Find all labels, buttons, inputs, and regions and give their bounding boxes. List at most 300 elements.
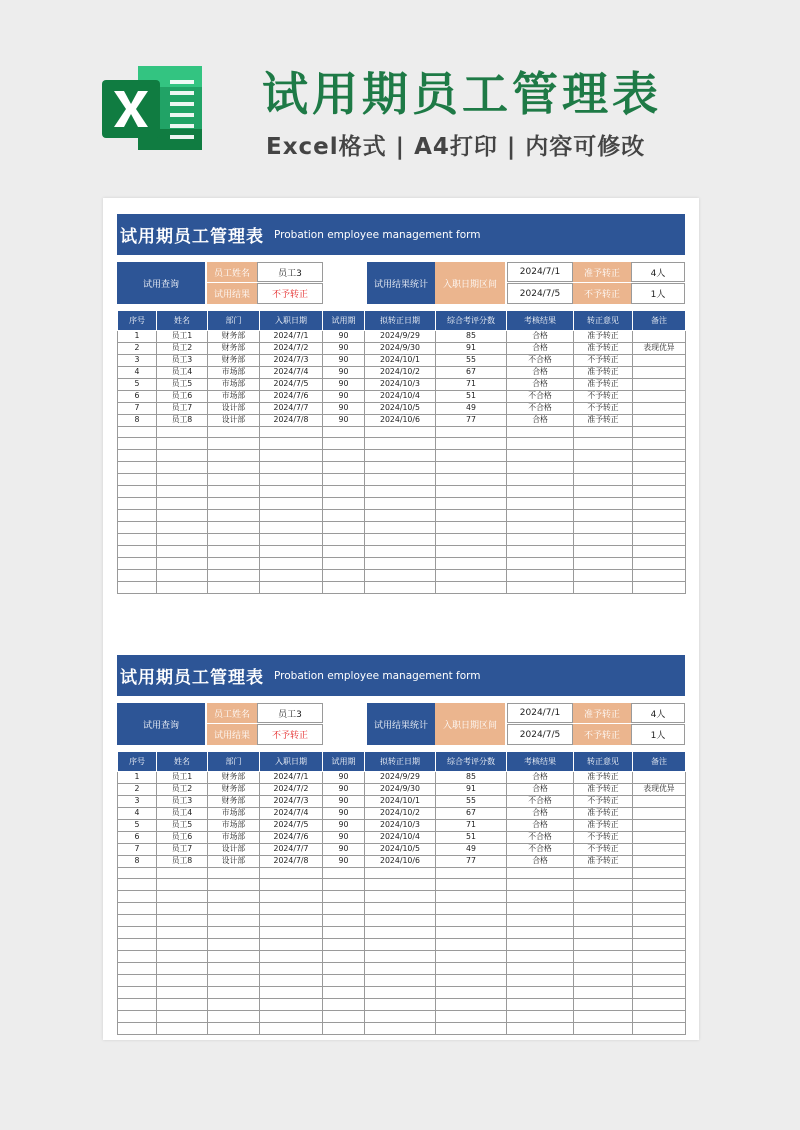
table-cell[interactable]: 财务部 (208, 795, 260, 807)
table-cell[interactable]: 准予转正 (574, 855, 633, 867)
empty-cell[interactable] (118, 1010, 157, 1022)
empty-cell[interactable] (436, 963, 507, 975)
table-cell[interactable]: 2024/10/1 (365, 795, 436, 807)
table-cell[interactable]: 6 (118, 831, 157, 843)
empty-cell[interactable] (157, 486, 208, 498)
empty-cell[interactable] (365, 533, 436, 545)
empty-cell[interactable] (633, 998, 686, 1010)
empty-cell[interactable] (365, 951, 436, 963)
table-cell[interactable]: 1 (118, 331, 157, 343)
empty-cell[interactable] (365, 867, 436, 879)
empty-cell[interactable] (260, 891, 323, 903)
empty-cell[interactable] (208, 951, 260, 963)
table-cell[interactable]: 2 (118, 342, 157, 354)
empty-cell[interactable] (365, 998, 436, 1010)
empty-cell[interactable] (507, 939, 574, 951)
empty-cell[interactable] (118, 927, 157, 939)
table-cell[interactable]: 85 (436, 331, 507, 343)
table-cell[interactable]: 准予转正 (574, 807, 633, 819)
empty-cell[interactable] (365, 986, 436, 998)
table-cell[interactable]: 市场部 (208, 378, 260, 390)
empty-cell[interactable] (118, 569, 157, 581)
table-cell[interactable]: 3 (118, 795, 157, 807)
table-cell[interactable] (633, 378, 686, 390)
table-cell[interactable]: 合格 (507, 366, 574, 378)
table-cell[interactable]: 不合格 (507, 831, 574, 843)
empty-cell[interactable] (157, 915, 208, 927)
empty-cell[interactable] (507, 903, 574, 915)
empty-cell[interactable] (633, 1022, 686, 1034)
empty-cell[interactable] (507, 474, 574, 486)
empty-cell[interactable] (436, 903, 507, 915)
empty-cell[interactable] (633, 939, 686, 951)
table-cell[interactable]: 不合格 (507, 843, 574, 855)
empty-cell[interactable] (574, 581, 633, 593)
table-cell[interactable]: 4 (118, 366, 157, 378)
empty-cell[interactable] (507, 879, 574, 891)
empty-cell[interactable] (633, 533, 686, 545)
empty-cell[interactable] (118, 474, 157, 486)
table-cell[interactable]: 员工2 (157, 342, 208, 354)
empty-cell[interactable] (507, 867, 574, 879)
table-cell[interactable]: 准予转正 (574, 331, 633, 343)
table-cell[interactable]: 51 (436, 390, 507, 402)
table-cell[interactable]: 2024/10/2 (365, 807, 436, 819)
table-cell[interactable]: 员工4 (157, 366, 208, 378)
empty-cell[interactable] (260, 474, 323, 486)
empty-cell[interactable] (118, 963, 157, 975)
table-cell[interactable]: 90 (323, 366, 365, 378)
table-cell[interactable]: 不合格 (507, 402, 574, 414)
empty-cell[interactable] (118, 557, 157, 569)
table-cell[interactable]: 2024/7/4 (260, 366, 323, 378)
empty-cell[interactable] (208, 486, 260, 498)
empty-cell[interactable] (208, 462, 260, 474)
empty-cell[interactable] (507, 510, 574, 522)
empty-cell[interactable] (157, 891, 208, 903)
empty-cell[interactable] (633, 891, 686, 903)
empty-cell[interactable] (323, 986, 365, 998)
empty-cell[interactable] (323, 891, 365, 903)
empty-cell[interactable] (507, 557, 574, 569)
empty-cell[interactable] (574, 569, 633, 581)
empty-cell[interactable] (574, 498, 633, 510)
table-cell[interactable]: 90 (323, 855, 365, 867)
empty-cell[interactable] (323, 569, 365, 581)
empty-cell[interactable] (323, 1010, 365, 1022)
table-cell[interactable]: 2024/7/7 (260, 402, 323, 414)
empty-cell[interactable] (574, 963, 633, 975)
empty-cell[interactable] (323, 438, 365, 450)
empty-cell[interactable] (157, 867, 208, 879)
empty-cell[interactable] (118, 498, 157, 510)
table-cell[interactable] (633, 807, 686, 819)
empty-cell[interactable] (208, 450, 260, 462)
empty-cell[interactable] (574, 927, 633, 939)
table-cell[interactable]: 2024/10/4 (365, 390, 436, 402)
table-cell[interactable]: 设计部 (208, 843, 260, 855)
range-end-field[interactable]: 2024/7/5 (507, 283, 573, 304)
empty-cell[interactable] (436, 986, 507, 998)
empty-cell[interactable] (118, 986, 157, 998)
empty-cell[interactable] (507, 545, 574, 557)
empty-cell[interactable] (633, 450, 686, 462)
table-cell[interactable]: 2024/10/3 (365, 378, 436, 390)
empty-cell[interactable] (633, 545, 686, 557)
empty-cell[interactable] (436, 915, 507, 927)
table-cell[interactable]: 90 (323, 414, 365, 426)
empty-cell[interactable] (574, 486, 633, 498)
empty-cell[interactable] (157, 986, 208, 998)
empty-cell[interactable] (507, 522, 574, 534)
table-cell[interactable]: 5 (118, 378, 157, 390)
table-cell[interactable]: 49 (436, 402, 507, 414)
empty-cell[interactable] (260, 986, 323, 998)
table-cell[interactable]: 71 (436, 378, 507, 390)
empty-cell[interactable] (118, 581, 157, 593)
empty-cell[interactable] (157, 927, 208, 939)
table-cell[interactable]: 财务部 (208, 331, 260, 343)
table-cell[interactable]: 2024/7/1 (260, 772, 323, 784)
table-cell[interactable]: 2024/9/30 (365, 342, 436, 354)
table-cell[interactable]: 2024/7/1 (260, 331, 323, 343)
empty-cell[interactable] (260, 581, 323, 593)
table-cell[interactable]: 不予转正 (574, 831, 633, 843)
empty-cell[interactable] (323, 915, 365, 927)
table-cell[interactable]: 员工4 (157, 807, 208, 819)
empty-cell[interactable] (436, 1022, 507, 1034)
table-cell[interactable]: 设计部 (208, 414, 260, 426)
empty-cell[interactable] (157, 498, 208, 510)
table-cell[interactable]: 不合格 (507, 795, 574, 807)
empty-cell[interactable] (323, 974, 365, 986)
empty-cell[interactable] (260, 915, 323, 927)
empty-cell[interactable] (323, 879, 365, 891)
empty-cell[interactable] (436, 545, 507, 557)
table-cell[interactable]: 合格 (507, 807, 574, 819)
empty-cell[interactable] (260, 557, 323, 569)
empty-cell[interactable] (208, 1022, 260, 1034)
empty-cell[interactable] (365, 474, 436, 486)
table-cell[interactable] (633, 390, 686, 402)
table-cell[interactable]: 员工7 (157, 402, 208, 414)
empty-cell[interactable] (208, 998, 260, 1010)
empty-cell[interactable] (365, 498, 436, 510)
empty-cell[interactable] (208, 533, 260, 545)
empty-cell[interactable] (574, 986, 633, 998)
empty-cell[interactable] (507, 974, 574, 986)
empty-cell[interactable] (633, 974, 686, 986)
empty-cell[interactable] (507, 1022, 574, 1034)
table-cell[interactable]: 2024/10/4 (365, 831, 436, 843)
empty-cell[interactable] (365, 879, 436, 891)
empty-cell[interactable] (323, 939, 365, 951)
empty-cell[interactable] (633, 462, 686, 474)
empty-cell[interactable] (157, 879, 208, 891)
empty-cell[interactable] (208, 474, 260, 486)
empty-cell[interactable] (118, 867, 157, 879)
table-cell[interactable]: 2024/10/5 (365, 402, 436, 414)
table-cell[interactable]: 2024/10/6 (365, 414, 436, 426)
table-cell[interactable]: 90 (323, 390, 365, 402)
table-cell[interactable]: 准予转正 (574, 342, 633, 354)
empty-cell[interactable] (507, 986, 574, 998)
table-cell[interactable]: 不予转正 (574, 843, 633, 855)
name-field[interactable]: 员工3 (257, 262, 323, 282)
table-cell[interactable]: 49 (436, 843, 507, 855)
empty-cell[interactable] (436, 498, 507, 510)
table-cell[interactable] (633, 414, 686, 426)
empty-cell[interactable] (507, 891, 574, 903)
empty-cell[interactable] (157, 974, 208, 986)
table-cell[interactable]: 表现优异 (633, 783, 686, 795)
empty-cell[interactable] (365, 903, 436, 915)
table-cell[interactable]: 2024/9/29 (365, 772, 436, 784)
empty-cell[interactable] (574, 1022, 633, 1034)
table-cell[interactable]: 2024/9/30 (365, 783, 436, 795)
empty-cell[interactable] (633, 569, 686, 581)
empty-cell[interactable] (507, 581, 574, 593)
empty-cell[interactable] (436, 951, 507, 963)
empty-cell[interactable] (365, 426, 436, 438)
empty-cell[interactable] (118, 903, 157, 915)
empty-cell[interactable] (208, 963, 260, 975)
empty-cell[interactable] (365, 522, 436, 534)
table-cell[interactable]: 设计部 (208, 402, 260, 414)
empty-cell[interactable] (157, 557, 208, 569)
table-cell[interactable] (633, 366, 686, 378)
empty-cell[interactable] (574, 998, 633, 1010)
table-cell[interactable]: 90 (323, 831, 365, 843)
table-cell[interactable] (633, 843, 686, 855)
empty-cell[interactable] (260, 569, 323, 581)
empty-cell[interactable] (260, 1010, 323, 1022)
empty-cell[interactable] (633, 498, 686, 510)
table-cell[interactable]: 67 (436, 366, 507, 378)
empty-cell[interactable] (436, 927, 507, 939)
empty-cell[interactable] (436, 510, 507, 522)
name-field[interactable]: 员工3 (257, 703, 323, 723)
empty-cell[interactable] (157, 438, 208, 450)
empty-cell[interactable] (323, 927, 365, 939)
empty-cell[interactable] (118, 426, 157, 438)
empty-cell[interactable] (260, 998, 323, 1010)
empty-cell[interactable] (365, 1010, 436, 1022)
empty-cell[interactable] (157, 1010, 208, 1022)
empty-cell[interactable] (574, 426, 633, 438)
empty-cell[interactable] (574, 533, 633, 545)
empty-cell[interactable] (436, 998, 507, 1010)
empty-cell[interactable] (436, 891, 507, 903)
empty-cell[interactable] (208, 522, 260, 534)
empty-cell[interactable] (208, 867, 260, 879)
table-cell[interactable]: 2024/7/5 (260, 819, 323, 831)
empty-cell[interactable] (118, 915, 157, 927)
empty-cell[interactable] (260, 867, 323, 879)
empty-cell[interactable] (633, 438, 686, 450)
empty-cell[interactable] (118, 462, 157, 474)
table-cell[interactable]: 77 (436, 855, 507, 867)
table-cell[interactable] (633, 831, 686, 843)
empty-cell[interactable] (436, 450, 507, 462)
table-cell[interactable]: 2024/7/6 (260, 390, 323, 402)
empty-cell[interactable] (507, 1010, 574, 1022)
empty-cell[interactable] (157, 569, 208, 581)
empty-cell[interactable] (633, 581, 686, 593)
table-cell[interactable] (633, 795, 686, 807)
empty-cell[interactable] (118, 450, 157, 462)
empty-cell[interactable] (574, 462, 633, 474)
empty-cell[interactable] (208, 426, 260, 438)
table-cell[interactable]: 不予转正 (574, 354, 633, 366)
table-cell[interactable]: 员工3 (157, 795, 208, 807)
empty-cell[interactable] (365, 438, 436, 450)
empty-cell[interactable] (633, 963, 686, 975)
empty-cell[interactable] (436, 486, 507, 498)
empty-cell[interactable] (574, 474, 633, 486)
empty-cell[interactable] (436, 426, 507, 438)
empty-cell[interactable] (118, 545, 157, 557)
table-cell[interactable]: 合格 (507, 342, 574, 354)
table-cell[interactable] (633, 855, 686, 867)
empty-cell[interactable] (507, 533, 574, 545)
empty-cell[interactable] (260, 1022, 323, 1034)
empty-cell[interactable] (436, 974, 507, 986)
table-cell[interactable]: 5 (118, 819, 157, 831)
empty-cell[interactable] (323, 498, 365, 510)
empty-cell[interactable] (436, 462, 507, 474)
empty-cell[interactable] (436, 557, 507, 569)
range-end-field[interactable]: 2024/7/5 (507, 724, 573, 745)
empty-cell[interactable] (323, 1022, 365, 1034)
empty-cell[interactable] (323, 426, 365, 438)
empty-cell[interactable] (633, 903, 686, 915)
table-cell[interactable]: 90 (323, 354, 365, 366)
empty-cell[interactable] (436, 581, 507, 593)
table-cell[interactable]: 85 (436, 772, 507, 784)
table-cell[interactable]: 2024/9/29 (365, 331, 436, 343)
empty-cell[interactable] (507, 462, 574, 474)
table-cell[interactable]: 员工6 (157, 390, 208, 402)
table-cell[interactable]: 2 (118, 783, 157, 795)
empty-cell[interactable] (323, 581, 365, 593)
table-cell[interactable]: 7 (118, 402, 157, 414)
empty-cell[interactable] (633, 426, 686, 438)
range-start-field[interactable]: 2024/7/1 (507, 703, 573, 723)
table-cell[interactable]: 2024/7/6 (260, 831, 323, 843)
empty-cell[interactable] (260, 438, 323, 450)
empty-cell[interactable] (574, 438, 633, 450)
table-cell[interactable]: 77 (436, 414, 507, 426)
empty-cell[interactable] (208, 927, 260, 939)
empty-cell[interactable] (118, 533, 157, 545)
table-cell[interactable]: 1 (118, 772, 157, 784)
table-cell[interactable]: 员工5 (157, 819, 208, 831)
empty-cell[interactable] (365, 915, 436, 927)
empty-cell[interactable] (574, 891, 633, 903)
empty-cell[interactable] (260, 522, 323, 534)
empty-cell[interactable] (574, 879, 633, 891)
table-cell[interactable]: 合格 (507, 819, 574, 831)
empty-cell[interactable] (507, 963, 574, 975)
empty-cell[interactable] (436, 522, 507, 534)
empty-cell[interactable] (118, 879, 157, 891)
empty-cell[interactable] (118, 974, 157, 986)
table-cell[interactable]: 6 (118, 390, 157, 402)
empty-cell[interactable] (118, 522, 157, 534)
table-cell[interactable]: 2024/7/2 (260, 342, 323, 354)
empty-cell[interactable] (323, 963, 365, 975)
empty-cell[interactable] (157, 450, 208, 462)
table-cell[interactable]: 合格 (507, 772, 574, 784)
empty-cell[interactable] (260, 903, 323, 915)
empty-cell[interactable] (157, 998, 208, 1010)
empty-cell[interactable] (118, 510, 157, 522)
empty-cell[interactable] (208, 915, 260, 927)
empty-cell[interactable] (323, 903, 365, 915)
empty-cell[interactable] (574, 939, 633, 951)
table-cell[interactable]: 2024/7/7 (260, 843, 323, 855)
empty-cell[interactable] (260, 963, 323, 975)
empty-cell[interactable] (323, 951, 365, 963)
empty-cell[interactable] (507, 998, 574, 1010)
empty-cell[interactable] (365, 963, 436, 975)
table-cell[interactable]: 55 (436, 795, 507, 807)
table-cell[interactable]: 90 (323, 772, 365, 784)
table-cell[interactable]: 55 (436, 354, 507, 366)
empty-cell[interactable] (260, 939, 323, 951)
table-cell[interactable]: 准予转正 (574, 378, 633, 390)
empty-cell[interactable] (118, 486, 157, 498)
empty-cell[interactable] (436, 867, 507, 879)
table-cell[interactable]: 员工8 (157, 414, 208, 426)
empty-cell[interactable] (157, 963, 208, 975)
table-cell[interactable]: 不合格 (507, 354, 574, 366)
empty-cell[interactable] (365, 581, 436, 593)
empty-cell[interactable] (208, 581, 260, 593)
table-cell[interactable]: 2024/7/8 (260, 855, 323, 867)
table-cell[interactable]: 准予转正 (574, 366, 633, 378)
table-cell[interactable]: 员工1 (157, 772, 208, 784)
empty-cell[interactable] (323, 486, 365, 498)
empty-cell[interactable] (436, 569, 507, 581)
table-cell[interactable]: 合格 (507, 414, 574, 426)
table-cell[interactable]: 3 (118, 354, 157, 366)
empty-cell[interactable] (208, 986, 260, 998)
empty-cell[interactable] (323, 450, 365, 462)
empty-cell[interactable] (365, 891, 436, 903)
empty-cell[interactable] (157, 426, 208, 438)
empty-cell[interactable] (208, 903, 260, 915)
empty-cell[interactable] (260, 426, 323, 438)
table-cell[interactable]: 2024/7/3 (260, 795, 323, 807)
empty-cell[interactable] (365, 569, 436, 581)
table-cell[interactable]: 91 (436, 783, 507, 795)
empty-cell[interactable] (436, 438, 507, 450)
empty-cell[interactable] (323, 998, 365, 1010)
empty-cell[interactable] (574, 903, 633, 915)
empty-cell[interactable] (157, 462, 208, 474)
table-cell[interactable]: 2024/7/4 (260, 807, 323, 819)
empty-cell[interactable] (633, 986, 686, 998)
table-cell[interactable]: 90 (323, 795, 365, 807)
empty-cell[interactable] (574, 450, 633, 462)
empty-cell[interactable] (260, 951, 323, 963)
table-cell[interactable]: 财务部 (208, 354, 260, 366)
empty-cell[interactable] (365, 486, 436, 498)
empty-cell[interactable] (436, 879, 507, 891)
empty-cell[interactable] (574, 1010, 633, 1022)
